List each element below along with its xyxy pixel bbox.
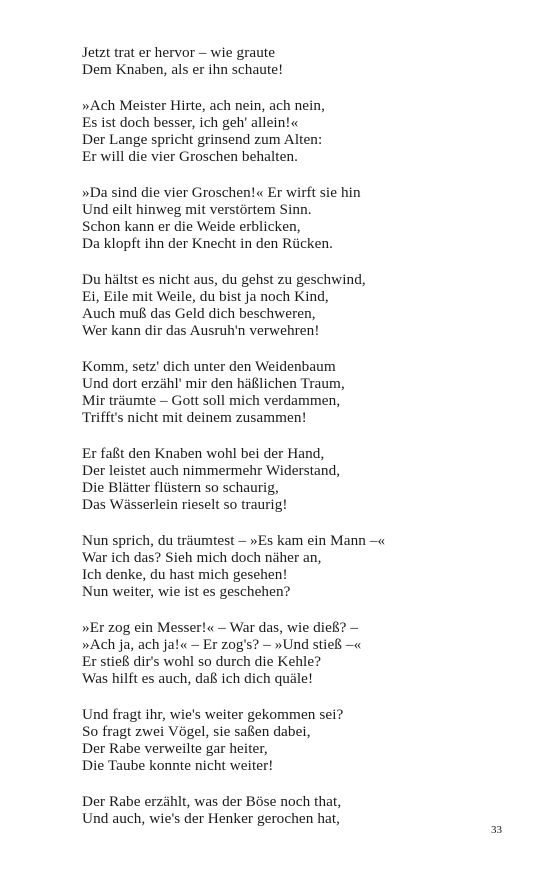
verse-line: Nun weiter, wie ist es geschehen? — [82, 583, 291, 600]
stanza-10 — [82, 793, 502, 827]
verse-line: Der Rabe erzählt, was der Böse noch that, — [82, 793, 342, 810]
verse-line: Die Taube konnte nicht weiter! — [82, 757, 274, 774]
verse-line: Er stieß dir's wohl so durch die Kehle? — [82, 653, 322, 670]
verse-line: »Da sind die vier Groschen!« Er wirft sie hin — [82, 184, 361, 201]
page-number: 33 — [491, 824, 502, 836]
stanza-7 — [82, 532, 502, 600]
verse-line: »Ach Meister Hirte, ach nein, ach nein, — [82, 97, 326, 114]
verse-line: Und dort erzähl' mir den häßlichen Traum, — [82, 375, 345, 392]
verse-line: Der leistet auch nimmermehr Widerstand, — [82, 462, 341, 479]
verse-line: Die Blätter flüstern so schaurig, — [82, 479, 279, 496]
poem-text — [82, 44, 502, 846]
verse-line: Du hältst es nicht aus, du gehst zu geschwind, — [82, 271, 366, 288]
stanza-5 — [82, 358, 502, 426]
verse-line: Der Lange spricht grinsend zum Alten: — [82, 131, 323, 148]
verse-line: Komm, setz' dich unter den Weidenbaum — [82, 358, 336, 375]
stanza-8 — [82, 619, 502, 687]
verse-line: Nun sprich, du träumtest – »Es kam ein Mann –« — [82, 532, 386, 549]
stanza-2 — [82, 97, 502, 165]
verse-line: Mir träumte – Gott soll mich verdammen, — [82, 392, 341, 409]
stanza-6 — [82, 445, 502, 513]
verse-line: War ich das? Sieh mich doch näher an, — [82, 549, 322, 566]
verse-line: Wer kann dir das Ausruh'n verwehren! — [82, 322, 320, 339]
verse-line: Ei, Eile mit Weile, du bist ja noch Kind, — [82, 288, 329, 305]
verse-line: Der Rabe verweilte gar heiter, — [82, 740, 268, 757]
verse-line: Er faßt den Knaben wohl bei der Hand, — [82, 445, 325, 462]
verse-line: Es ist doch besser, ich geh' allein!« — [82, 114, 299, 131]
verse-line: Und eilt hinweg mit verstörtem Sinn. — [82, 201, 312, 218]
verse-line: »Ach ja, ach ja!« – Er zog's? – »Und stieß –« — [82, 636, 362, 653]
verse-line: Dem Knaben, als er ihn schaute! — [82, 61, 284, 78]
verse-line: So fragt zwei Vögel, sie saßen dabei, — [82, 723, 311, 740]
verse-line: Jetzt trat er hervor – wie graute — [82, 44, 276, 61]
stanza-4 — [82, 271, 502, 339]
verse-line: Da klopft ihn der Knecht in den Rücken. — [82, 235, 334, 252]
verse-line: Und auch, wie's der Henker gerochen hat, — [82, 810, 341, 827]
verse-line: Und fragt ihr, wie's weiter gekommen sei? — [82, 706, 344, 723]
verse-line: Ich denke, du hast mich gesehen! — [82, 566, 288, 583]
verse-line: »Er zog ein Messer!« – War das, wie dieß? – — [82, 619, 359, 636]
verse-line: Was hilft es auch, daß ich dich quäle! — [82, 670, 314, 687]
stanza-3 — [82, 184, 502, 252]
verse-line: Auch muß das Geld dich beschweren, — [82, 305, 316, 322]
stanza-1 — [82, 44, 502, 78]
verse-line: Schon kann er die Weide erblicken, — [82, 218, 301, 235]
verse-line: Er will die vier Groschen behalten. — [82, 148, 299, 165]
stanza-9 — [82, 706, 502, 774]
verse-line: Das Wässerlein rieselt so traurig! — [82, 496, 288, 513]
verse-line: Trifft's nicht mit deinem zusammen! — [82, 409, 307, 426]
